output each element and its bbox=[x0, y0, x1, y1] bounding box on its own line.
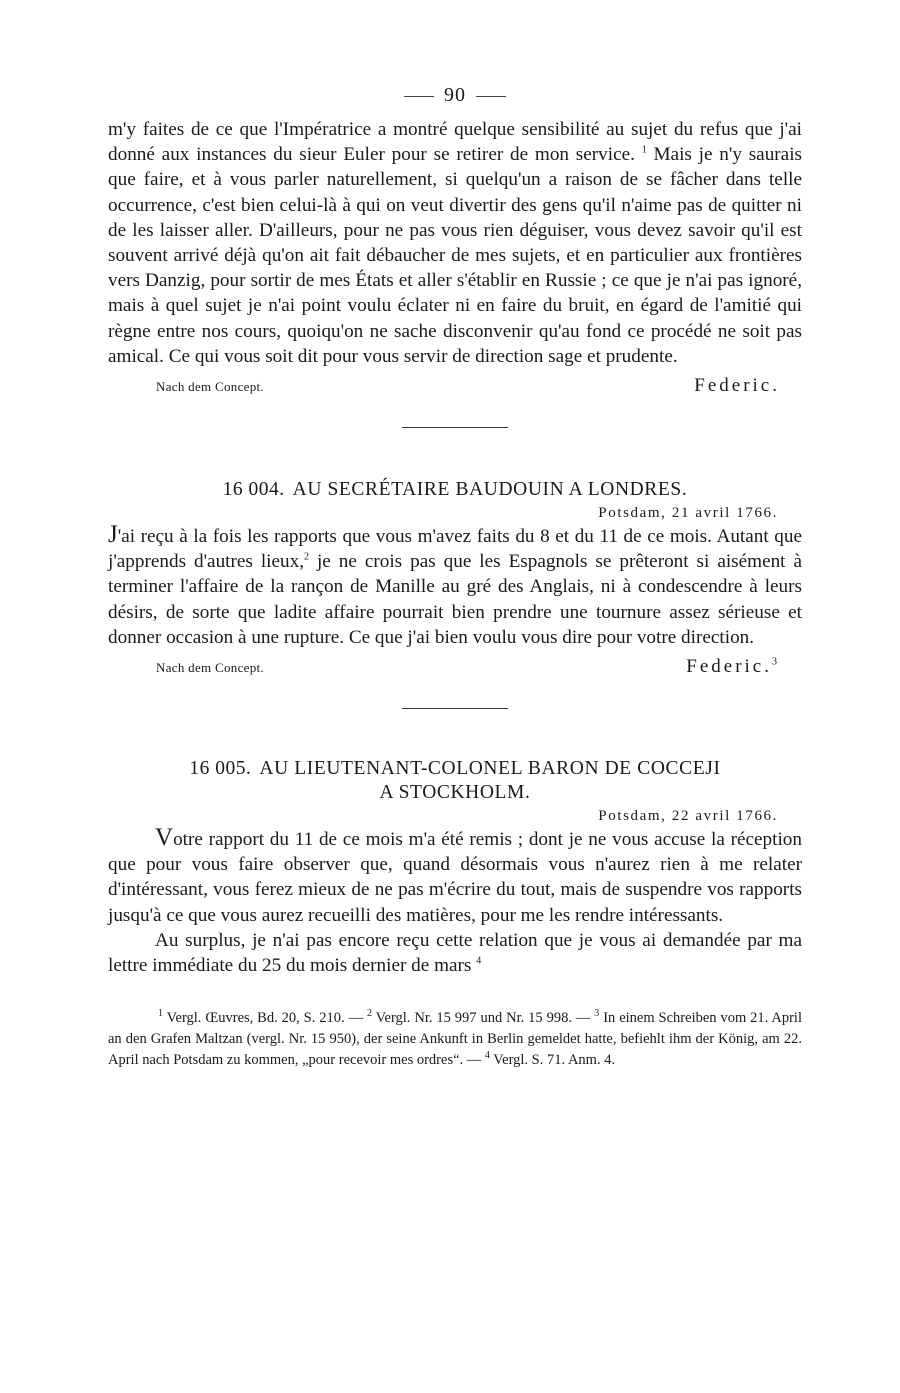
page-number: 90 bbox=[444, 84, 466, 106]
footnote-ref-2: 2 bbox=[304, 551, 309, 563]
letter3-text1: otre rapport du 11 de ce mois m'a été remis ; dont je ne vous accuse la réception que pour vous faire observer que, quand désormais vous n'aurez rien à me relater d'intéressant, vous ferez mieux de ne pas m'écrire du tout, mais de suspendre vos rapports jusqu'à ce que vous aurez recueilli des matières, pour me les rendre intéressants. bbox=[108, 829, 802, 926]
footnote-2: Vergl. Nr. 15 997 und Nr. 15 998. — bbox=[375, 1010, 591, 1027]
letter1-paragraph bbox=[108, 117, 802, 369]
letter3-title-line1: AU LIEUTENANT-COLONEL BARON DE COCCEJI bbox=[259, 758, 721, 780]
letter3-paragraph2 bbox=[108, 928, 802, 978]
footnote-1: Vergl. Œuvres, Bd. 20, S. 210. — bbox=[166, 1010, 364, 1027]
letter3-heading bbox=[108, 757, 802, 805]
letter1-text: m'y faites de ce que l'Impératrice a montré quelque sensibilité au sujet du refus que j'ai donné aux instances du sieur Euler pour se retirer de mon service. bbox=[108, 119, 802, 166]
separator-rule-2 bbox=[402, 708, 508, 709]
footnote-ref-1: 1 bbox=[641, 144, 647, 156]
letter2-paragraph bbox=[108, 521, 802, 650]
footnote-mark-1: 1 bbox=[158, 1008, 163, 1020]
letter1-source: Nach dem Concept. bbox=[156, 379, 264, 395]
letter2-closing bbox=[108, 656, 802, 678]
footnote-3: In einem Schreiben vom 21. April an den Grafen Maltzan (vergl. Nr. 15 950), der seine Ankunft in Berlin gemeldet hatte, befiehlt ihm der König, am 22. April nach Potsdam zu kommen, „pour recevoir mes ordres“. — bbox=[108, 1010, 802, 1069]
letter2-initial: J bbox=[108, 521, 118, 549]
letter1-text-cont: Mais je n'y saurais que faire, et à vous parler naturellement, si quelqu'un a raison de se fâcher dans telle occurrence, c'est bien celui-là à qui on veut divertir des gens qu'il n'aime pas de quitter ni de les laisser aller. D'ailleurs, pour ne pas vous rien déguiser, vous devez savoir qu'il est souvent arrivé déjà qu'on ait fait débaucher de mes sujets, et en particulier aux frontières vers Danzig, pour sortir de mes États et aller s'établir en Russie ; ce que je n'ai pas ignoré, mais à quel sujet je n'ai point voulu éclater ni en faire du bruit, en égard de l'amitié qui règne entre nos cours, quoiqu'on ne sache disconvenir qu'au fond ce procédé ne soit pas amical. Ce qui vous soit dit pour vous servir de direction sage et prudente. bbox=[108, 144, 802, 367]
letter2-signature-text: Federic. bbox=[686, 656, 772, 678]
footnote-ref-3: 3 bbox=[772, 656, 780, 668]
letter3-text2: Au surplus, je n'ai pas encore reçu cette relation que je vous ai demandée par ma lettre immédiate du 25 du mois dernier de mars bbox=[108, 929, 802, 977]
letter2-text2: je ne crois pas que les Espagnols se prêteront si aisément à terminer l'affaire de la rançon de Manille au gré des Anglais, ni à condescendre à leurs désirs, de sorte que ladite affaire pourrait bien prendre une tournure assez sérieuse et donner occasion à une rupture. Ce que j'ai bien voulu vous dire pour votre direction. bbox=[108, 551, 802, 648]
footnote-line-1 bbox=[108, 1008, 802, 1071]
footnote-mark-2: 2 bbox=[367, 1008, 372, 1020]
letter1-signature: Federic. bbox=[694, 375, 780, 397]
letter3-initial: V bbox=[155, 824, 174, 852]
header-dash-left bbox=[404, 96, 434, 97]
letter2-signature bbox=[686, 656, 780, 678]
footnote-mark-3: 3 bbox=[594, 1008, 600, 1020]
header-dash-right bbox=[476, 96, 506, 97]
book-page bbox=[108, 84, 802, 1071]
page-header bbox=[108, 84, 802, 107]
footnotes bbox=[108, 1008, 802, 1071]
letter2-source: Nach dem Concept. bbox=[156, 660, 264, 676]
letter3-paragraph1 bbox=[108, 824, 802, 928]
footnote-ref-4: 4 bbox=[476, 955, 482, 967]
letter3-title-line2: A STOCKHOLM. bbox=[379, 782, 531, 804]
letter3-number: 16 005. bbox=[189, 758, 252, 780]
letter1-closing bbox=[108, 375, 802, 397]
footnote-4: Vergl. S. 71. Anm. 4. bbox=[493, 1052, 616, 1069]
letter2-text1: 'ai reçu à la fois les rapports que vous m'avez faits du 8 et du 11 de ce mois. Autant que j'apprends d'autres lieux, bbox=[108, 526, 802, 573]
letter3-date: Potsdam, 22 avril 1766. bbox=[598, 808, 778, 825]
footnote-mark-4: 4 bbox=[484, 1050, 490, 1062]
letter2-heading bbox=[108, 478, 802, 502]
letter2-date: Potsdam, 21 avril 1766. bbox=[598, 505, 778, 522]
letter2-number: 16 004. bbox=[222, 479, 285, 501]
separator-rule bbox=[402, 427, 508, 428]
letter2-title: AU SECRÉTAIRE BAUDOUIN A LONDRES. bbox=[292, 479, 688, 501]
